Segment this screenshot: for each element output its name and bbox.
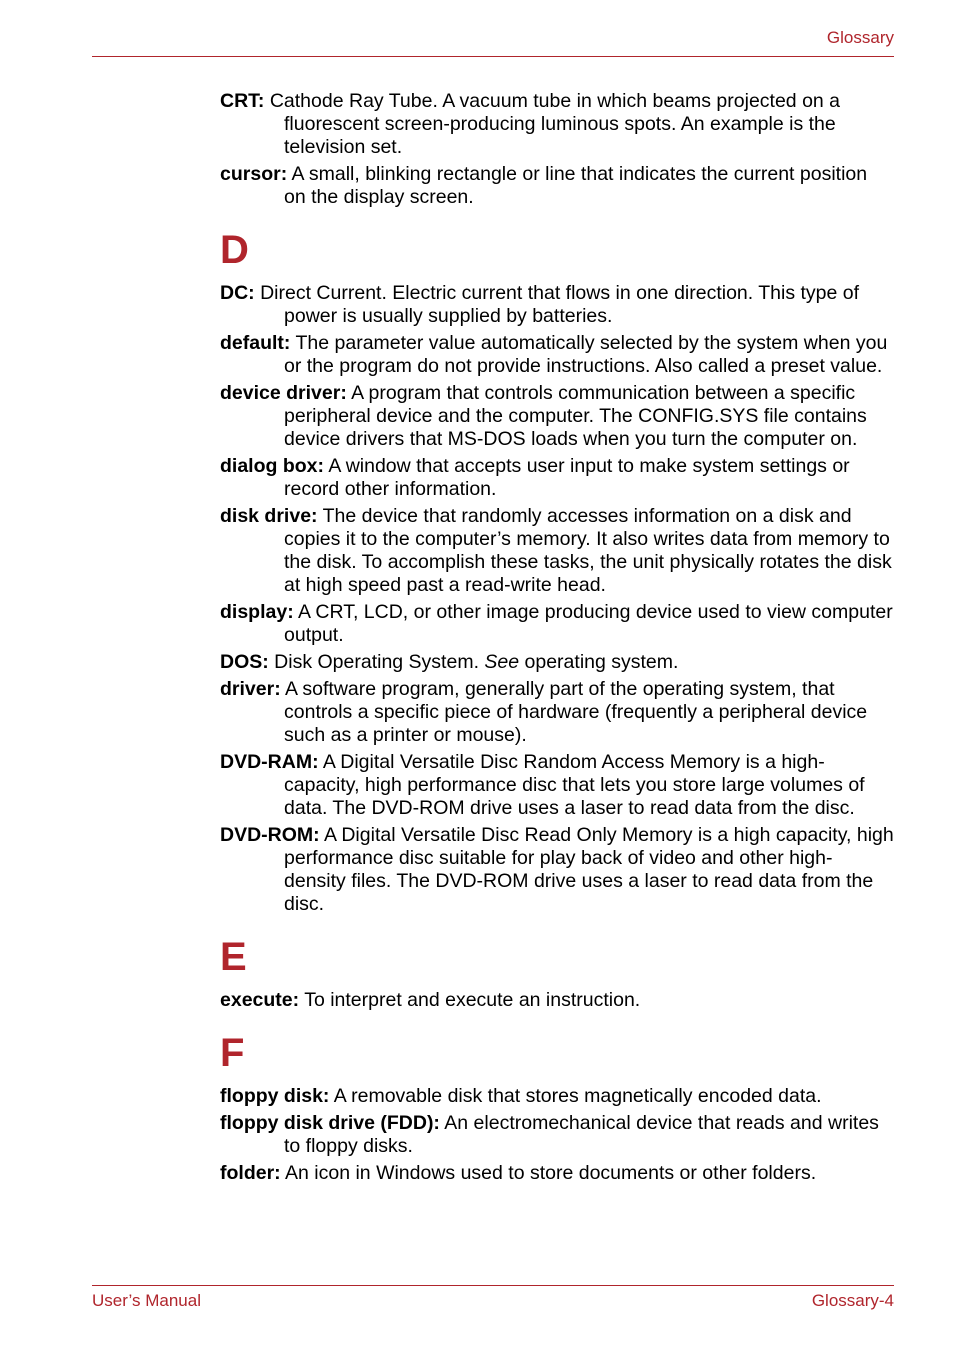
glossary-definition: The device that randomly accesses information on a disk and copies it to the computer’s memory. It also writes data from memory to the disk. To accomplish these tasks, the unit physically rotates the disk at high speed past a read-write head. <box>284 505 892 596</box>
glossary-entry <box>220 751 894 820</box>
glossary-definition: A removable disk that stores magnetically encoded data. <box>329 1085 822 1107</box>
glossary-entry <box>220 282 894 328</box>
glossary-entry <box>220 989 894 1012</box>
glossary-entry <box>220 651 894 674</box>
glossary-definition: A Digital Versatile Disc Read Only Memory is a high capacity, high performance disc suitable for play back of video and other high-density files. The DVD-ROM drive uses a laser to read data from the disc. <box>284 824 894 915</box>
glossary-definition: The parameter value automatically selected by the system when you or the program do not provide instructions. Also called a preset value. <box>284 332 888 377</box>
glossary-term: execute: <box>220 989 300 1011</box>
glossary-entry <box>220 601 894 647</box>
glossary-term: device driver: <box>220 382 347 404</box>
glossary-term: disk drive: <box>220 505 318 527</box>
footer-rule <box>92 1285 894 1286</box>
glossary-term: floppy disk drive (FDD): <box>220 1112 440 1134</box>
glossary-term: DOS: <box>220 651 269 673</box>
glossary-definition: A program that controls communication between a specific peripheral device and the computer. The CONFIG.SYS file contains device drivers that MS-DOS loads when you turn the computer on. <box>284 382 867 450</box>
glossary-entry <box>220 455 894 501</box>
glossary-definition: A CRT, LCD, or other image producing device used to view computer output. <box>284 601 893 646</box>
footer-page-number: Glossary-4 <box>811 1291 894 1310</box>
glossary-definition: Disk Operating System. <box>268 651 485 673</box>
glossary-entry <box>220 1162 894 1185</box>
glossary-term: DVD-ROM: <box>220 824 320 846</box>
glossary-definition: A window that accepts user input to make system settings or record other information. <box>284 455 850 500</box>
header-rule <box>92 56 894 57</box>
glossary-entry <box>220 678 894 747</box>
footer-manual-title: User’s Manual <box>92 1291 201 1310</box>
glossary-definition: An icon in Windows used to store documents or other folders. <box>280 1162 817 1184</box>
glossary-term: display: <box>220 601 294 623</box>
glossary-entry <box>220 90 894 159</box>
glossary-entry <box>220 1112 894 1158</box>
glossary-definition: To interpret and execute an instruction. <box>299 989 641 1011</box>
glossary-term: folder: <box>220 1162 281 1184</box>
glossary-entry <box>220 505 894 597</box>
glossary-term: cursor: <box>220 163 288 185</box>
section-letter-heading: E <box>220 935 247 979</box>
glossary-definition-continued: operating system. <box>519 651 679 673</box>
glossary-entry <box>220 1085 894 1108</box>
glossary-term: dialog box: <box>220 455 324 477</box>
section-letter-heading: D <box>220 228 249 272</box>
glossary-entry <box>220 382 894 451</box>
glossary-entry <box>220 332 894 378</box>
glossary-term: driver: <box>220 678 281 700</box>
glossary-term: CRT: <box>220 90 265 112</box>
glossary-content <box>220 90 894 1189</box>
running-header-title: Glossary <box>826 28 894 47</box>
glossary-term: floppy disk: <box>220 1085 330 1107</box>
glossary-definition: Cathode Ray Tube. A vacuum tube in which beams projected on a fluorescent screen-producing luminous spots. An example is the television set. <box>264 90 841 158</box>
glossary-definition: An electromechanical device that reads and writes to floppy disks. <box>284 1112 879 1157</box>
glossary-definition: A software program, generally part of the operating system, that controls a specific piece of hardware (frequently a peripheral device such as a printer or mouse). <box>280 678 868 746</box>
glossary-entry <box>220 824 894 916</box>
cross-reference-see: See <box>484 651 520 673</box>
glossary-term: default: <box>220 332 291 354</box>
glossary-entry <box>220 163 894 209</box>
glossary-definition: A Digital Versatile Disc Random Access Memory is a high-capacity, high performance disc that lets you store large volumes of data. The DVD-ROM drive uses a laser to read data from the disc. <box>284 751 865 819</box>
glossary-term: DVD-RAM: <box>220 751 319 773</box>
glossary-definition: A small, blinking rectangle or line that indicates the current position on the display screen. <box>284 163 868 208</box>
glossary-term: DC: <box>220 282 255 304</box>
section-letter-heading: F <box>220 1031 245 1075</box>
glossary-definition: Direct Current. Electric current that flows in one direction. This type of power is usually supplied by batteries. <box>254 282 860 327</box>
